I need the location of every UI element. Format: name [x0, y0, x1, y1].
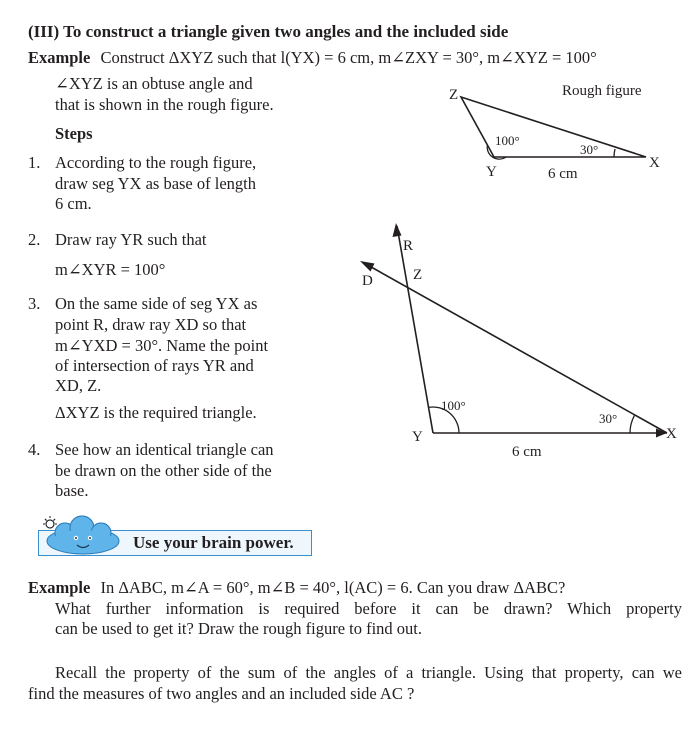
- example2-label: Example: [28, 578, 91, 597]
- brain-power-label: Use your brain power.: [133, 533, 294, 552]
- construction-vertex-x: X: [666, 426, 677, 442]
- step2-line2: m∠XYR = 100°: [55, 260, 166, 279]
- brain-cloud-icon-front: [43, 516, 119, 554]
- step2-number: 2.: [28, 230, 41, 249]
- step3-conclusion: ΔXYZ is the required triangle.: [55, 403, 257, 422]
- step4-line1: See how an identical triangle can: [55, 440, 274, 459]
- step3-line4: of intersection of rays YR and: [55, 356, 254, 375]
- step3-line5: XD, Z.: [55, 376, 102, 395]
- step3-line1: On the same side of seg YX as: [55, 294, 258, 313]
- rough-vertex-z: Z: [449, 87, 459, 103]
- example1-note-line2: that is shown in the rough figure.: [55, 95, 274, 114]
- construction-point-d: D: [362, 273, 373, 289]
- example2-para-line1: Recall the property of the sum of the angles of a triangle. Using that property, can we: [55, 663, 682, 682]
- section-heading: (III) To construct a triangle given two angles and the included side: [28, 22, 509, 41]
- step1-line3: 6 cm.: [55, 194, 92, 213]
- construction-base-length: 6 cm: [512, 444, 542, 460]
- construction-point-r: R: [403, 238, 414, 254]
- step4-number: 4.: [28, 440, 41, 459]
- rough-vertex-y: Y: [486, 164, 497, 180]
- example1-label: Example: [28, 48, 91, 67]
- rough-angle-x-label: 30°: [580, 142, 599, 157]
- step1-line1: According to the rough figure,: [55, 153, 257, 172]
- example2-para-line2: find the measures of two angles and an included side AC ?: [28, 684, 415, 703]
- step2-line1: Draw ray YR such that: [55, 230, 207, 249]
- rough-base-length: 6 cm: [548, 166, 578, 182]
- example1-text: Construct ΔXYZ such that l(YX) = 6 cm, m∠ZXY = 30°, m∠XYZ = 100°: [100, 48, 597, 67]
- example2-line2: What further information is required before it can be drawn? Which property: [55, 599, 682, 618]
- step1-number: 1.: [28, 153, 41, 172]
- construction-angle-y-label: 100°: [441, 398, 466, 413]
- step4-line3: base.: [55, 481, 89, 500]
- construction-vertex-y: Y: [412, 429, 423, 445]
- step3-line3: m∠YXD = 30°. Name the point: [55, 336, 269, 355]
- construction-vertex-z: Z: [413, 267, 423, 283]
- example2-text: In ΔABC, m∠A = 60°, m∠B = 40°, l(AC) = 6. Can you draw ΔABC?: [100, 578, 566, 597]
- rough-figure-title: Rough figure: [562, 83, 642, 99]
- step3-number: 3.: [28, 294, 41, 313]
- example2-line1: [28, 578, 565, 598]
- step3-line2: point R, draw ray XD so that: [55, 315, 247, 334]
- example1-note-line1: ∠XYZ is an obtuse angle and: [55, 74, 253, 93]
- step1-line2: draw seg YX as base of length: [55, 174, 256, 193]
- rough-angle-y-label: 100°: [495, 133, 520, 148]
- example2-line3: can be used to get it? Draw the rough figure to find out.: [55, 619, 423, 638]
- rough-vertex-x: X: [649, 155, 660, 171]
- construction-angle-x-label: 30°: [599, 411, 618, 426]
- steps-heading: Steps: [55, 124, 93, 143]
- step4-line2: be drawn on the other side of the: [55, 461, 272, 480]
